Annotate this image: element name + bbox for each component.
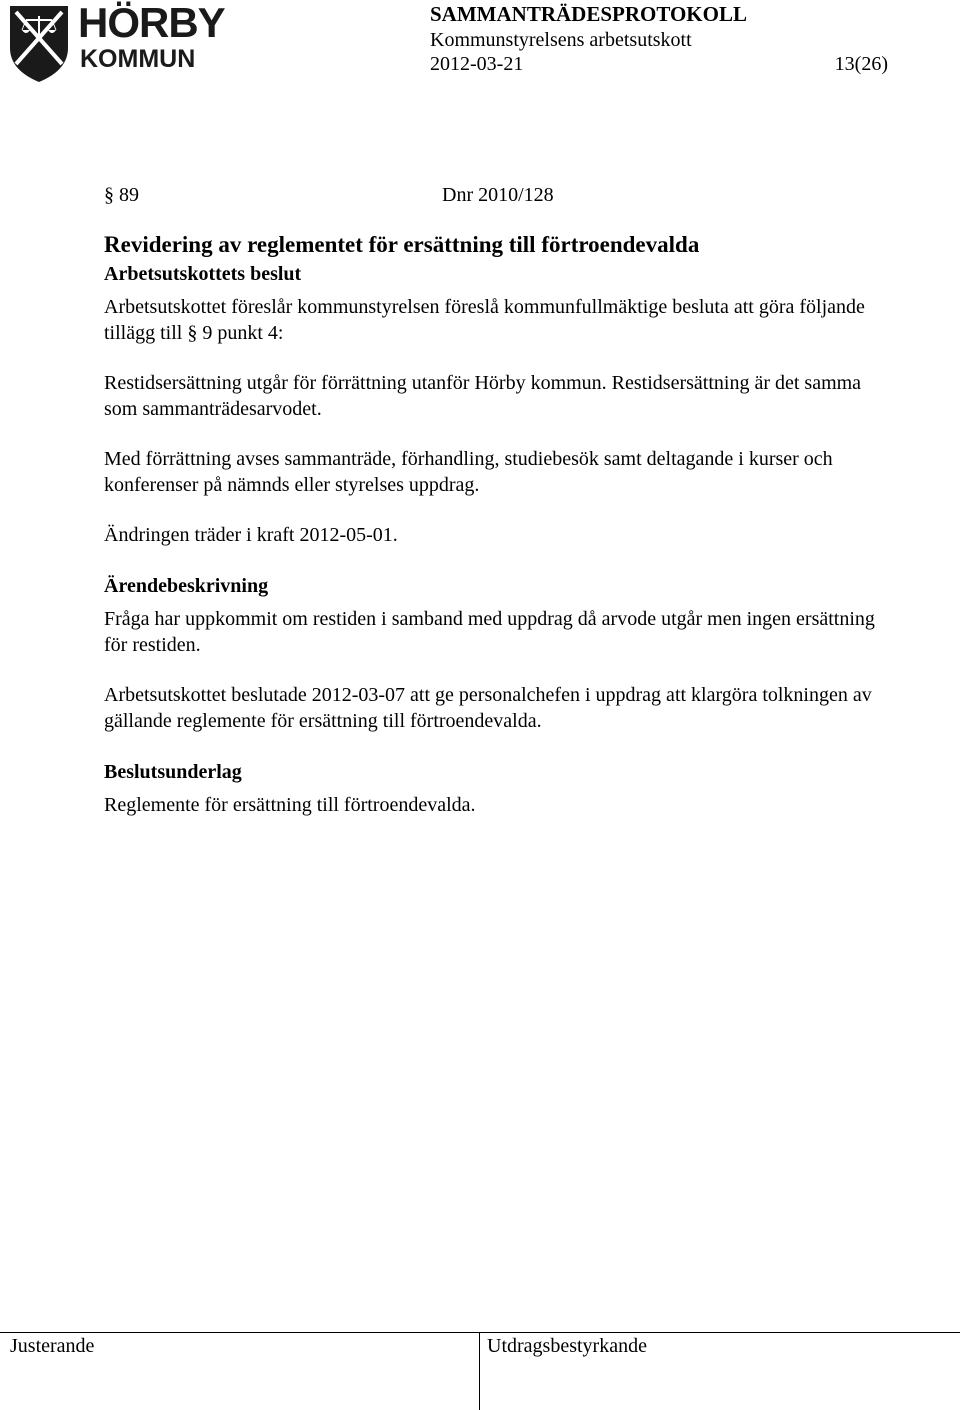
underlag-paragraph: Reglemente för ersättning till förtroendevalda. <box>104 794 476 816</box>
beskrivning-paragraph: Arbetsutskottet beslutade 2012-03-07 att ge personalchefen i uppdrag att klargöra tolkningen av gällande reglemente för ersättning till förtroendevalda. <box>104 684 872 732</box>
beslut-paragraph: Arbetsutskottet föreslår kommunstyrelsen föreslå kommunfullmäktige besluta att göra följande tillägg till § 9 punkt 4: <box>104 296 865 344</box>
meeting-date: 2012-03-21 <box>430 53 524 75</box>
page-number: 13(26) <box>834 53 888 75</box>
municipality-logo <box>8 0 225 84</box>
beskrivning-heading: Ärendebeskrivning <box>104 575 269 597</box>
item-title: Revidering av reglementet för ersättning till förtroendevalda <box>104 232 700 257</box>
beslut-paragraph: Restidsersättning utgår för förrättning utanför Hörby kommun. Restidsersättning är det samma som sammanträdesarvodet. <box>104 372 862 420</box>
coat-of-arms-icon <box>8 4 70 84</box>
beslut-paragraph: Med förrättning avses sammanträde, förhandling, studiebesök samt deltagande i kurser och konferenser på nämnds eller styrelses uppdrag. <box>104 448 833 496</box>
diary-number: Dnr 2010/128 <box>442 184 554 206</box>
document-type: SAMMANTRÄDESPROTOKOLL <box>430 2 747 26</box>
item-reference-row <box>104 180 894 214</box>
beslut-paragraph: Ändringen träder i kraft 2012-05-01. <box>104 524 398 546</box>
logo-name: HÖRBY <box>78 0 225 46</box>
footer-rule <box>0 1332 960 1333</box>
utdragsbestyrkande-label: Utdragsbestyrkande <box>487 1335 647 1357</box>
protocol-content <box>104 180 894 818</box>
paragraph-number: § 89 <box>104 184 139 206</box>
committee-name: Kommunstyrelsens arbetsutskott <box>430 29 692 51</box>
logo-sub: KOMMUN <box>80 45 196 73</box>
underlag-heading: Beslutsunderlag <box>104 761 242 783</box>
justerande-label: Justerande <box>10 1335 95 1357</box>
beskrivning-paragraph: Fråga har uppkommit om restiden i samband med uppdrag då arvode utgår men ingen ersättning för restiden. <box>104 608 875 656</box>
footer-divider <box>479 1332 480 1410</box>
beslut-heading: Arbetsutskottets beslut <box>104 263 302 285</box>
